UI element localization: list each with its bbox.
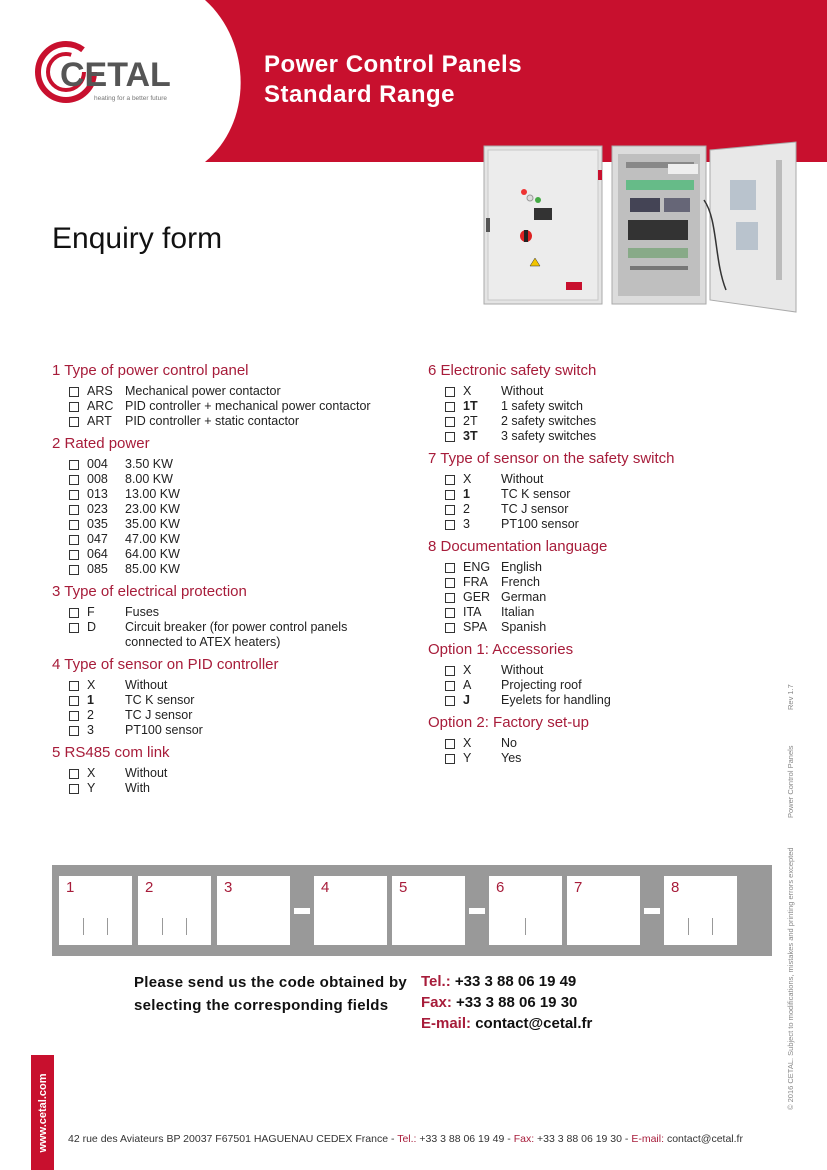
checkbox[interactable] <box>445 666 455 676</box>
section-title: 4 Type of sensor on PID controller <box>52 656 279 673</box>
checkbox[interactable] <box>69 490 79 500</box>
option-y[interactable] <box>428 751 788 766</box>
cetal-logo <box>34 34 194 114</box>
section-title: 7 Type of sensor on the safety switch <box>428 450 675 467</box>
footer-email-label: E-mail: <box>631 1133 665 1145</box>
option-art[interactable] <box>52 414 412 429</box>
checkbox[interactable] <box>445 520 455 530</box>
website-sidebar <box>31 1055 54 1170</box>
option-desc: 64.00 KW <box>125 547 180 561</box>
option-1[interactable] <box>52 693 412 708</box>
checkbox[interactable] <box>445 475 455 485</box>
option-code: D <box>87 620 97 634</box>
option-desc: With <box>125 781 150 795</box>
code-box-number: 6 <box>496 879 505 896</box>
checkbox[interactable] <box>445 608 455 618</box>
option-ita[interactable] <box>428 605 788 620</box>
option-x[interactable] <box>428 736 788 751</box>
option-j[interactable] <box>428 693 788 708</box>
checkbox[interactable] <box>69 696 79 706</box>
option-desc: TC K sensor <box>501 487 571 501</box>
section-title: 1 Type of power control panel <box>52 362 249 379</box>
section-panel-type <box>52 362 412 429</box>
code-box-number: 8 <box>671 879 680 896</box>
checkbox[interactable] <box>69 681 79 691</box>
footer-fax: +33 3 88 06 19 30 <box>537 1133 622 1145</box>
option-desc: 35.00 KW <box>125 517 180 531</box>
option-3[interactable] <box>52 723 412 738</box>
option-code: 3 <box>463 517 470 531</box>
option-code: GER <box>463 590 491 604</box>
option-004[interactable] <box>52 457 412 472</box>
title-line-1: Power Control Panels <box>264 51 523 78</box>
option-desc: 3.50 KW <box>125 457 173 471</box>
option-1[interactable] <box>428 487 788 502</box>
checkbox[interactable] <box>69 784 79 794</box>
option-023[interactable] <box>52 502 412 517</box>
code-box-number: 1 <box>66 879 75 896</box>
option-desc: Italian <box>501 605 535 619</box>
checkbox[interactable] <box>69 460 79 470</box>
option-f[interactable] <box>52 605 412 620</box>
checkbox[interactable] <box>445 432 455 442</box>
option-3t[interactable] <box>428 429 788 444</box>
option-desc: Without <box>501 472 544 486</box>
checkbox[interactable] <box>445 593 455 603</box>
section-electrical-protection <box>52 583 412 650</box>
option-desc: Eyelets for handling <box>501 693 611 707</box>
section-rated-power <box>52 435 412 577</box>
option-code: X <box>463 472 472 486</box>
address-text: 42 rue des Aviateurs BP 20037 F67501 HAGUENAU CEDEX France <box>68 1133 389 1145</box>
checkbox[interactable] <box>69 402 79 412</box>
option-desc: 85.00 KW <box>125 562 180 576</box>
footer-email[interactable]: contact@cetal.fr <box>666 1133 743 1145</box>
option-desc: TC J sensor <box>501 502 569 516</box>
copyright-note: © 2016 CETAL. Subject to modifications, mistakes and printing errors excepted <box>786 847 795 1110</box>
option-code: 085 <box>87 562 108 576</box>
option-arc[interactable] <box>52 399 412 414</box>
header-title <box>264 50 522 110</box>
checkbox[interactable] <box>445 563 455 573</box>
option-desc: 3 safety switches <box>501 429 597 443</box>
option-ger[interactable] <box>428 590 788 605</box>
option-desc: Spanish <box>501 620 547 634</box>
option-code: X <box>463 384 472 398</box>
checkbox[interactable] <box>445 696 455 706</box>
left-column <box>52 362 412 802</box>
separator-dash <box>294 908 310 914</box>
option-desc: PID controller + mechanical power contactor <box>125 399 371 413</box>
section-pid-sensor <box>52 656 412 738</box>
checkbox[interactable] <box>69 505 79 515</box>
option-x[interactable] <box>428 472 788 487</box>
option-x[interactable] <box>52 678 412 693</box>
option-desc: Without <box>125 678 168 692</box>
option-desc: French <box>501 575 540 589</box>
option-x[interactable] <box>52 766 412 781</box>
option-code: J <box>463 693 470 707</box>
checkbox[interactable] <box>69 535 79 545</box>
svg-text:CETAL: CETAL <box>60 56 171 94</box>
option-code: 035 <box>87 517 108 531</box>
section-documentation-language <box>428 538 788 635</box>
option-desc: Mechanical power contactor <box>125 384 281 398</box>
option-2t[interactable] <box>428 414 788 429</box>
option-code: Y <box>87 781 96 795</box>
option-code: F <box>87 605 95 619</box>
checkbox[interactable] <box>445 681 455 691</box>
option-code: 064 <box>87 547 108 561</box>
section-title: 2 Rated power <box>52 435 150 452</box>
checkbox[interactable] <box>445 402 455 412</box>
option-code: FRA <box>463 575 488 589</box>
checkbox[interactable] <box>69 550 79 560</box>
separator-dash <box>644 908 660 914</box>
option-desc: Circuit breaker (for power control panels connected to ATEX heaters) <box>125 620 348 649</box>
doc-name-note: Power Control Panels <box>786 745 795 818</box>
option-desc: Without <box>501 384 544 398</box>
checkbox[interactable] <box>69 711 79 721</box>
checkbox[interactable] <box>445 739 455 749</box>
code-box-8[interactable] <box>664 876 737 945</box>
option-code: ENG <box>463 560 491 574</box>
code-box-6[interactable] <box>489 876 562 945</box>
section-title: Option 2: Factory set-up <box>428 714 589 731</box>
option-code: Y <box>463 751 472 765</box>
option-code: ART <box>87 414 112 428</box>
option-eng[interactable] <box>428 560 788 575</box>
option-desc: 1 safety switch <box>501 399 583 413</box>
section-title: 6 Electronic safety switch <box>428 362 597 379</box>
checkbox[interactable] <box>69 726 79 736</box>
option-code: A <box>463 678 472 692</box>
option-2[interactable] <box>428 502 788 517</box>
option-code: 1 <box>463 487 470 501</box>
svg-text:heating for a better future: heating for a better future <box>94 95 167 102</box>
option-code: 2T <box>463 414 478 428</box>
title-line-2: Standard Range <box>264 81 456 108</box>
option-a[interactable] <box>428 678 788 693</box>
option-code: 3T <box>463 429 478 443</box>
option-code: ITA <box>463 605 482 619</box>
option-code: ARC <box>87 399 114 413</box>
checkbox[interactable] <box>445 490 455 500</box>
checkbox[interactable] <box>69 387 79 397</box>
option-2[interactable] <box>52 708 412 723</box>
option-code: 004 <box>87 457 108 471</box>
option-desc: German <box>501 590 547 604</box>
code-box-7[interactable] <box>567 876 640 945</box>
code-box-1[interactable] <box>59 876 132 945</box>
option-1t[interactable] <box>428 399 788 414</box>
option-desc: 23.00 KW <box>125 502 180 516</box>
right-column <box>428 362 788 772</box>
option-code: X <box>463 663 472 677</box>
website-url[interactable]: www.cetal.com <box>36 1072 49 1153</box>
footer-tel: +33 3 88 06 19 49 <box>419 1133 505 1145</box>
option-047[interactable] <box>52 532 412 547</box>
code-box-3[interactable] <box>217 876 290 945</box>
option-desc: Projecting roof <box>501 678 582 692</box>
checkbox[interactable] <box>69 417 79 427</box>
separator-dash <box>469 908 485 914</box>
option-code: SPA <box>463 620 488 634</box>
option-desc: No <box>501 736 517 750</box>
option-064[interactable] <box>52 547 412 562</box>
code-entry-bar <box>52 865 772 956</box>
option-x[interactable] <box>428 663 788 678</box>
option-y[interactable] <box>52 781 412 796</box>
checkbox[interactable] <box>69 608 79 618</box>
option-code: X <box>87 766 96 780</box>
checkbox[interactable] <box>445 623 455 633</box>
option-code: 1 <box>87 693 94 707</box>
option-code: X <box>463 736 472 750</box>
option-desc: 13.00 KW <box>125 487 180 501</box>
section-factory-setup <box>428 714 788 766</box>
option-code: 2 <box>463 502 470 516</box>
code-box-number: 4 <box>321 879 330 896</box>
code-box-number: 2 <box>145 879 154 896</box>
section-rs485 <box>52 744 412 796</box>
option-013[interactable] <box>52 487 412 502</box>
option-desc: 8.00 KW <box>125 472 173 486</box>
option-code: 047 <box>87 532 108 546</box>
option-desc: 47.00 KW <box>125 532 180 546</box>
option-fra[interactable] <box>428 575 788 590</box>
checkbox[interactable] <box>445 387 455 397</box>
email-label: E-mail: <box>421 1015 472 1032</box>
option-desc: PID controller + static contactor <box>125 414 300 428</box>
code-box-number: 7 <box>574 879 583 896</box>
email-link[interactable]: contact@cetal.fr <box>475 1015 593 1032</box>
option-code: 3 <box>87 723 94 737</box>
option-desc: TC K sensor <box>125 693 195 707</box>
option-code: X <box>87 678 96 692</box>
option-desc: Yes <box>501 751 522 765</box>
send-instructions: Please send us the code obtained by selecting the corresponding fields <box>134 974 408 1014</box>
checkbox[interactable] <box>445 417 455 427</box>
checkbox[interactable] <box>69 769 79 779</box>
revision-note: Rev 1.7 <box>786 684 795 710</box>
checkbox[interactable] <box>69 520 79 530</box>
option-code: ARS <box>87 384 113 398</box>
checkbox[interactable] <box>69 565 79 575</box>
section-safety-switch <box>428 362 788 444</box>
option-x[interactable] <box>428 384 788 399</box>
code-box-5[interactable] <box>392 876 465 945</box>
footer-address: 42 rue des Aviateurs BP 20037 F67501 HAGUENAU CEDEX France - Tel.: +33 3 88 06 19 49 - Fax: +33 3 88 06 19 30 - E-mail: contact@cetal.fr <box>68 1133 743 1145</box>
code-box-number: 3 <box>224 879 233 896</box>
checkbox[interactable] <box>445 754 455 764</box>
product-photo <box>478 140 804 315</box>
option-ars[interactable] <box>52 384 412 399</box>
option-code: 023 <box>87 502 108 516</box>
section-accessories <box>428 641 788 708</box>
fax-value: +33 3 88 06 19 30 <box>456 994 578 1011</box>
option-3[interactable] <box>428 517 788 532</box>
tel-value: +33 3 88 06 19 49 <box>454 973 577 990</box>
checkbox[interactable] <box>69 623 79 633</box>
option-desc: Without <box>501 663 544 677</box>
option-desc: PT100 sensor <box>501 517 579 531</box>
option-desc: PT100 sensor <box>125 723 203 737</box>
tel-label: Tel.: <box>421 973 451 990</box>
code-box-4[interactable] <box>314 876 387 945</box>
option-code: 2 <box>87 708 94 722</box>
code-box-2[interactable] <box>138 876 211 945</box>
option-desc: TC J sensor <box>125 708 193 722</box>
contact-block <box>421 971 592 1034</box>
footer-tel-label: Tel.: <box>397 1133 417 1145</box>
footer-fax-label: Fax: <box>513 1133 535 1145</box>
section-title: 3 Type of electrical protection <box>52 583 247 600</box>
option-code: 008 <box>87 472 108 486</box>
fax-label: Fax: <box>421 994 452 1011</box>
option-desc: English <box>501 560 542 574</box>
option-spa[interactable] <box>428 620 788 635</box>
section-title: Option 1: Accessories <box>428 641 574 658</box>
page-title: Enquiry form <box>52 222 223 255</box>
checkbox[interactable] <box>445 578 455 588</box>
option-desc: Fuses <box>125 605 160 619</box>
option-085[interactable] <box>52 562 412 577</box>
option-code: 013 <box>87 487 108 501</box>
option-desc: 2 safety switches <box>501 414 597 428</box>
option-code: 1T <box>463 399 478 413</box>
option-035[interactable] <box>52 517 412 532</box>
option-d[interactable] <box>52 620 412 650</box>
code-box-number: 5 <box>399 879 408 896</box>
option-008[interactable] <box>52 472 412 487</box>
checkbox[interactable] <box>445 505 455 515</box>
section-safety-sensor <box>428 450 788 532</box>
section-title: 8 Documentation language <box>428 538 608 555</box>
checkbox[interactable] <box>69 475 79 485</box>
section-title: 5 RS485 com link <box>52 744 170 761</box>
option-desc: Without <box>125 766 168 780</box>
